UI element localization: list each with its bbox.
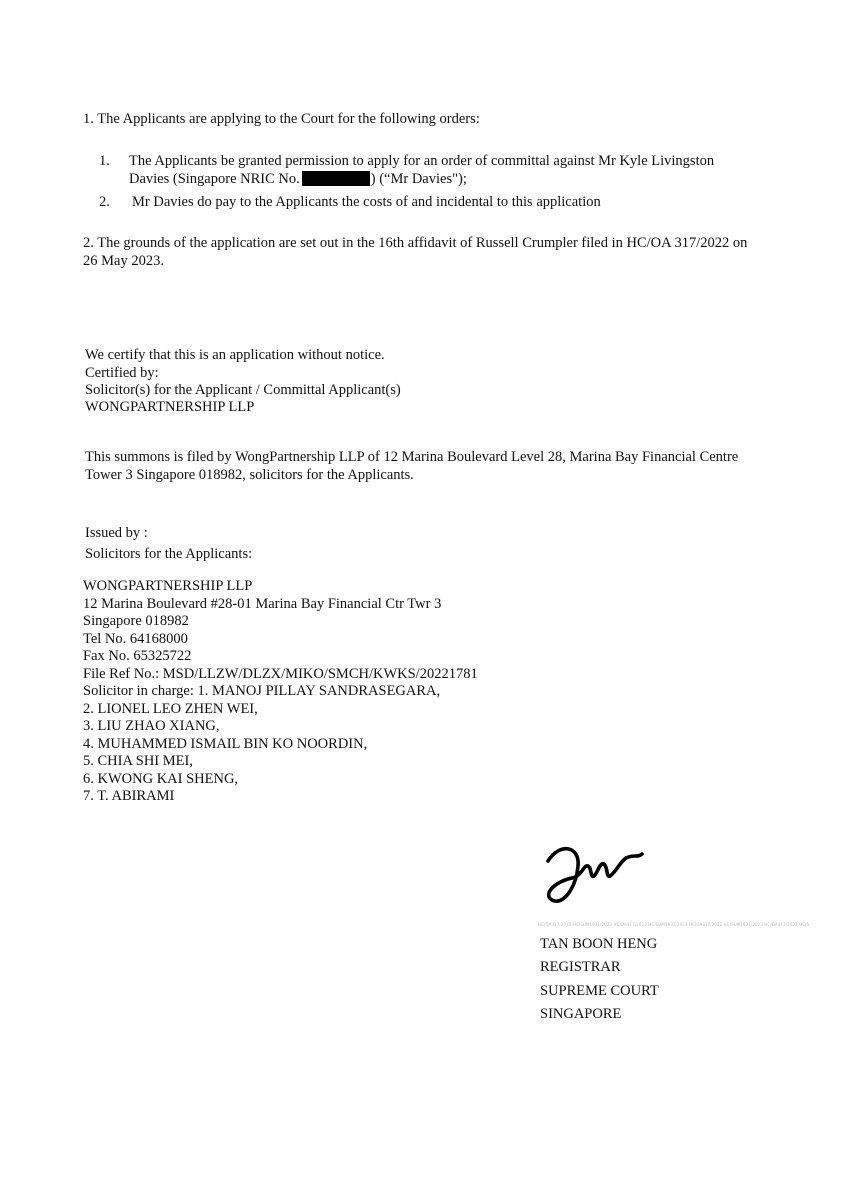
solicitor-4: 4. MUHAMMED ISMAIL BIN KO NOORDIN, [83,735,368,752]
grounds-line-1: 2. The grounds of the application are set out in the 16th affidavit of Russell Crumpler filed in HC/OA 317/2022 on [83,235,748,251]
nric-prefix: Davies (Singapore NRIC No. [129,171,300,187]
order-item-1-line-1: The Applicants be granted permission to apply for an order of committal against Mr Kyle Livingston [129,153,715,169]
filed-by-line-2: Tower 3 Singapore 018982, solicitors for the Applicants. [85,467,414,483]
order-item-1-number: 1. [99,153,110,169]
registrar-block [540,933,659,1026]
order-item-1-line-2 [129,170,467,188]
firm-address: 12 Marina Boulevard #28-01 Marina Bay Financial Ctr Twr 3 [83,595,442,612]
issued-solicitors-label: Solicitors for the Applicants: [85,546,253,562]
certification-line-1: We certify that this is an application without notice. [85,347,385,363]
certification-line-4: WONGPARTNERSHIP LLP [85,399,255,415]
filed-by-line-1: This summons is filed by WongPartnership LLP of 12 Marina Boulevard Level 28, Marina Bay Financial Centre [85,449,739,465]
certification-line-2: Certified by: [85,365,159,381]
solicitor-in-charge: Solicitor in charge: 1. MANOJ PILLAY SANDRASEGARA, [83,683,441,699]
certification-line-3: Solicitor(s) for the Applicant / Committal Applicant(s) [85,382,401,398]
grounds-line-2: 26 May 2023. [83,253,164,269]
redaction-box [302,171,370,186]
registrar-country: SINGAPORE [540,1005,622,1022]
issued-by-label: Issued by : [85,525,148,541]
firm-file-ref: File Ref No.: MSD/LLZW/DLZX/MIKO/SMCH/KWKS/20221781 [83,665,478,682]
firm-fax: Fax No. 65325722 [83,648,192,664]
solicitor-2: 2. LIONEL LEO ZHEN WEI, [83,700,258,717]
solicitor-3: 3. LIU ZHAO XIANG, [83,718,220,734]
court-stamp-line: HC/OA317/2022 HC/SUM1931/2023 HC/OA317/2022 HC/SUM1931/2023 HC/OA317/2022 HC/SUM1931/2023 HC/OA317/2022 HC/S [538,922,810,927]
registrar-signature [538,836,658,916]
orders-heading: 1. The Applicants are applying to the Court for the following orders: [83,111,480,127]
order-item-2-text: Mr Davies do pay to the Applicants the costs of and incidental to this application [132,194,601,210]
registrar-name: TAN BOON HENG [540,936,658,952]
solicitor-5: 5. CHIA SHI MEI, [83,753,193,769]
registrar-title: REGISTRAR [540,959,621,976]
registrar-court: SUPREME COURT [540,982,659,999]
nric-suffix: ) (“Mr Davies"); [370,171,467,187]
firm-postcode: Singapore 018982 [83,613,189,629]
firm-tel: Tel No. 64168000 [83,630,188,647]
order-item-2-number: 2. [99,194,110,210]
solicitor-7: 7. T. ABIRAMI [83,788,175,804]
solicitor-6: 6. KWONG KAI SHENG, [83,770,239,787]
firm-details [83,578,478,806]
firm-name: WONGPARTNERSHIP LLP [83,578,253,594]
